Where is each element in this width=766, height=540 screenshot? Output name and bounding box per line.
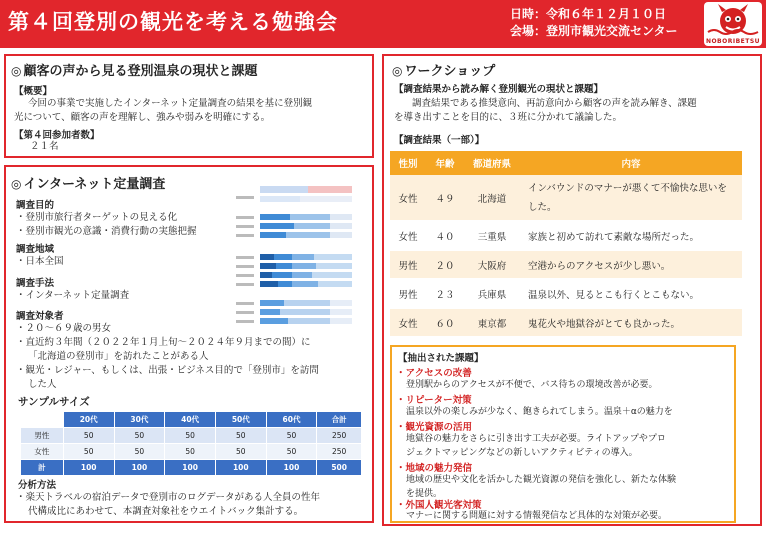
issue-line: 地域の歴史や文化を活かした観光資源の発信を強化し、新たな体験: [406, 475, 677, 485]
issues-label: 【抽出された課題】: [398, 353, 484, 364]
target-item-3b: した人: [28, 379, 57, 390]
sample-header: 合計: [317, 412, 362, 428]
results-header: 内容: [520, 151, 742, 175]
voice-heading: ◎ 顧客の声から見る登別温泉の現状と課題: [11, 64, 258, 79]
sample-cell: 250: [317, 428, 362, 444]
workshop-heading: ◎ ワークショップ: [392, 64, 496, 79]
issue-title: ・外国人観光客対策: [396, 500, 482, 511]
sample-cell: 50: [63, 444, 114, 460]
sample-cell: 100: [63, 460, 114, 476]
sample-cell: 50: [114, 428, 165, 444]
overview-label: 【概要】: [14, 86, 53, 97]
participants-label: 【第４回参加者数】: [14, 130, 100, 141]
issue-title: ・地域の魅力発信: [396, 463, 473, 474]
sample-cell: 50: [165, 444, 216, 460]
sample-row-total: [21, 460, 362, 476]
method-item-1: ・インターネット定量調査: [16, 290, 130, 301]
double-circle-icon: ◎: [11, 177, 22, 191]
workshop-intro-1: 調査結果である推奨意向、再訪意向から顧客の声を読み解き、課題: [412, 98, 697, 109]
logo-wordmark: NOBORIBETSU: [705, 38, 761, 45]
purpose-item-1: ・登別市旅行者ターゲットの見える化: [16, 212, 178, 223]
results-label: 【調査結果（一部）】: [394, 135, 485, 146]
results-header-row: [390, 151, 742, 175]
results-row: [390, 175, 742, 221]
double-circle-icon: ◎: [392, 64, 403, 78]
issue-line: 地獄谷の魅力をさらに引き出す工夫が必要。ライトアップやプロ: [406, 434, 666, 444]
target-item-1: ・２０～６９歳の男女: [16, 323, 112, 334]
sample-cell: 女性: [21, 444, 64, 460]
sample-header: 50代: [215, 412, 266, 428]
results-header: 都道府県: [464, 151, 520, 175]
results-cell: 女性: [390, 175, 426, 221]
event-date: 日時：令和６年１２月１０日: [510, 7, 667, 21]
sample-cell: 男性: [21, 428, 64, 444]
results-cell: ６０: [426, 308, 464, 337]
issue-title: ・アクセスの改善: [396, 368, 472, 379]
thumb-block-2: [260, 214, 352, 238]
results-header: 年齢: [426, 151, 464, 175]
issue-line: ジェクトマッピングなどの新しいアクティビティの導入。: [406, 448, 638, 458]
event-info: [510, 6, 678, 40]
issue-line: 温泉以外の楽しみが少なく、飽きられてしまう。温泉＋αの魅力を: [406, 407, 673, 417]
sample-header: 20代: [63, 412, 114, 428]
survey-chart-thumbnail: [232, 178, 364, 328]
sample-cell: 100: [266, 460, 317, 476]
thumb-block-4: [260, 300, 352, 324]
purpose-item-2: ・登別市観光の意識・消費行動の実態把握: [16, 226, 197, 237]
sample-cell: 100: [215, 460, 266, 476]
sample-cell: 50: [266, 428, 317, 444]
sample-cell: 計: [21, 460, 64, 476]
analysis-line-1: ・楽天トラベルの宿泊データで登別市のログデータがある人全員の性年: [16, 492, 321, 503]
noboribetsu-logo: [704, 2, 762, 46]
results-row: [390, 279, 742, 308]
results-row: [390, 308, 742, 337]
results-cell: 温泉以外、見るとこも行くとこもない。: [520, 279, 742, 308]
sample-header-row: [21, 412, 362, 428]
results-cell: 鬼花火や地獄谷がとても良かった。: [520, 308, 742, 337]
results-row: [390, 221, 742, 250]
results-cell: ４０: [426, 221, 464, 250]
sample-header: [21, 412, 64, 428]
results-cell: 男性: [390, 279, 426, 308]
header-bar: [0, 0, 766, 48]
sample-row-male: [21, 428, 362, 444]
purpose-label: 調査目的: [16, 200, 55, 211]
target-item-2b: 「北海道の登別市」を訪れたことがある人: [28, 351, 209, 362]
overview-line-1: 今回の事業で実施したインターネット定量調査の結果を基に登別観: [28, 98, 313, 109]
sample-header: 40代: [165, 412, 216, 428]
sample-header: 60代: [266, 412, 317, 428]
sample-cell: 100: [114, 460, 165, 476]
results-cell: 家族と初めて訪れて素敵な場所だった。: [520, 221, 742, 250]
results-cell: 北海道: [464, 175, 520, 221]
sample-cell: 250: [317, 444, 362, 460]
results-cell: ２３: [426, 279, 464, 308]
results-cell: 東京都: [464, 308, 520, 337]
analysis-line-2: 代構成比にあわせて、本調査対象社をウエイトバック集計する。: [28, 506, 304, 517]
survey-heading: ◎ インターネット定量調査: [11, 177, 166, 192]
voice-section: [4, 54, 374, 158]
workshop-intro-2: を導き出すことを目的に、３班に分かれて議論した。: [394, 112, 623, 123]
target-label: 調査対象者: [16, 311, 64, 322]
double-circle-icon: ◎: [11, 64, 22, 78]
sample-cell: 100: [165, 460, 216, 476]
sample-cell: 50: [165, 428, 216, 444]
issue-title: ・観光資源の活用: [396, 422, 473, 433]
sample-size-table: [20, 411, 362, 476]
workshop-sub-label: 【調査結果から読み解く登別観光の現状と課題】: [394, 84, 604, 95]
sample-cell: 50: [114, 444, 165, 460]
sample-row-female: [21, 444, 362, 460]
issue-title: ・リピーター対策: [396, 395, 472, 406]
results-cell: 三重県: [464, 221, 520, 250]
overview-line-2: 光について、顧客の声を理解し、強みや弱みを明確にする。: [14, 112, 271, 123]
area-item-1: ・日本全国: [16, 256, 64, 267]
sample-cell: 50: [266, 444, 317, 460]
results-cell: 兵庫県: [464, 279, 520, 308]
target-item-2a: ・直近約３年間（２０２２年１月上旬～２０２４年９月までの間）に: [16, 337, 311, 348]
results-table: [390, 151, 742, 338]
results-cell: 男性: [390, 250, 426, 279]
results-cell: 大阪府: [464, 250, 520, 279]
target-item-3a: ・観光・レジャー、もしくは、出張・ビジネス目的で「登別市」を訪問: [16, 365, 319, 376]
results-cell: 女性: [390, 308, 426, 337]
issue-line: 登別駅からのアクセスが不便で、バス待ちの環境改善が必要。: [406, 380, 658, 390]
results-cell: インバウンドのマナーが悪くて不愉快な思いをした。: [520, 175, 742, 221]
participants-value: ２１名: [30, 141, 59, 152]
issue-line: を提供。: [406, 489, 443, 499]
area-label: 調査地域: [16, 244, 55, 255]
analysis-label: 分析方法: [18, 480, 57, 491]
event-venue: 会場：登別市観光交流センター: [510, 24, 678, 38]
results-cell: 女性: [390, 221, 426, 250]
results-cell: ２０: [426, 250, 464, 279]
sample-label: サンプルサイズ: [18, 396, 90, 408]
oni-mascot-icon: [704, 2, 762, 38]
sample-header: 30代: [114, 412, 165, 428]
issue-line: マナーに関する問題に対する情報発信など具体的な対策が必要。: [406, 511, 668, 521]
results-cell: 空港からのアクセスが少し悪い。: [520, 250, 742, 279]
results-header: 性別: [390, 151, 426, 175]
issues-box: [390, 345, 736, 523]
sample-cell: 500: [317, 460, 362, 476]
results-cell: ４９: [426, 175, 464, 221]
results-row: [390, 250, 742, 279]
page-title: 第４回登別の観光を考える勉強会: [8, 10, 338, 34]
sample-cell: 50: [63, 428, 114, 444]
sample-cell: 50: [215, 428, 266, 444]
sample-cell: 50: [215, 444, 266, 460]
method-label: 調査手法: [16, 278, 55, 289]
